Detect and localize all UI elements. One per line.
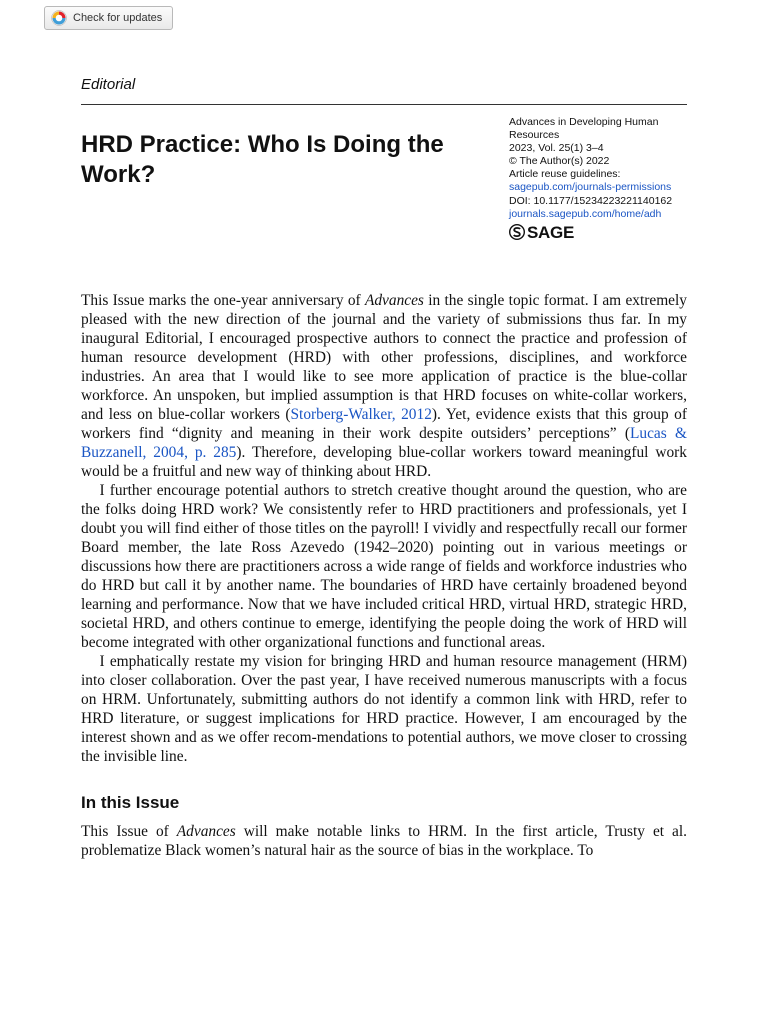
article-body bbox=[81, 291, 687, 860]
journal-name-line2: Resources bbox=[509, 129, 560, 142]
publisher-logo bbox=[509, 224, 689, 241]
journal-name-italic: Advances bbox=[364, 292, 424, 309]
doi: DOI: 10.1177/15234223221140162 bbox=[509, 194, 673, 207]
journal-metadata bbox=[509, 116, 689, 241]
copyright: © The Author(s) 2022 bbox=[509, 155, 610, 168]
publisher-name: SAGE bbox=[527, 222, 574, 242]
journal-name-line1: Advances in Developing Human bbox=[509, 116, 659, 128]
paragraph-2: I further encourage potential authors to stretch creative thought around the question, who are the folks doing HRD work? We consistently refer to HRD practitioners and professionals, yet I doubt you will find either of those titles on the payroll! I vividly and respectfully recall our former Board member, the late Ross Azevedo (1942–2020) pointing out in various meetings or discussions how there are practitioners across a wide range of fields and workforce industries who do HRD but call it by another name. The boundaries of HRD have certainly broadened beyond learning and performance. Now that we have included critical HRD, virtual HRD, strategic HRD, societal HRD, and others continue to emerge, identifying the people doing the work of HRD will become integrated with other organizational functions and functional areas. bbox=[81, 482, 687, 651]
article-title: HRD Practice: Who Is Doing the Work? bbox=[81, 131, 444, 188]
journal-name-italic: Advances bbox=[176, 823, 236, 840]
paragraph-1: This Issue marks the one-year anniversary of Advances in the single topic format. I am extremely pleased with the new direction of the journal and the variety of submissions thus far. In my inaugural Editorial, I encouraged prospective authors to connect the practice and profession of human resource development (HRD) with other professions, disciplines, and workforce industries. An area that I would like to see more application of practice is the blue-collar workforce. An unspoken, but implied assumption is that HRD focuses on white-collar workers, and less on blue-collar workers (Storberg-Walker, 2012). Yet, evidence exists that this group of workers find “dignity and meaning in their work despite outsiders’ perceptions” (Lucas & Buzzanell, 2004, p. 285). Therefore, developing blue-collar workers toward meaningful work would be a fruitful and new way of thinking about HRD. bbox=[81, 292, 688, 480]
check-for-updates-label: Check for updates bbox=[73, 12, 163, 24]
permissions-link[interactable]: sagepub.com/journals-permissions bbox=[509, 181, 672, 194]
check-for-updates-button[interactable] bbox=[44, 6, 173, 30]
journal-homepage-link[interactable]: journals.sagepub.com/home/adh bbox=[509, 207, 662, 220]
section-heading-in-this-issue: In this Issue bbox=[81, 793, 180, 812]
paragraph-4: This Issue of Advances will make notable links to HRM. In the first article, Trusty et al. problematize Black women’s natural hair as the source of bias in the workplace. To bbox=[81, 823, 688, 859]
citation-lucas-buzzanell[interactable]: Lucas & Buzzanell, 2004, p. 285 bbox=[81, 425, 688, 461]
reuse-label: Article reuse guidelines: bbox=[509, 168, 621, 181]
paragraph-3: I emphatically restate my vision for bringing HRD and human resource management (HRM) into closer collaboration. Over the past year, I have received numerous manuscripts with a focus on HRM. Unfortunately, submitting authors do not identify a common link with HRD, refer to HRD literature, or suggest implications for HRD practice. However, I am encouraged by the interest shown and as we offer recom-mendations to potential authors, we move closer to crossing the invisible line. bbox=[81, 653, 687, 765]
section-label: Editorial bbox=[81, 76, 136, 93]
citation-storberg-walker[interactable]: Storberg-Walker, 2012 bbox=[290, 406, 432, 423]
crossmark-icon bbox=[51, 10, 67, 26]
volume-info: 2023, Vol. 25(1) 3–4 bbox=[509, 142, 604, 155]
header-rule bbox=[81, 104, 687, 105]
sage-icon bbox=[509, 224, 525, 241]
